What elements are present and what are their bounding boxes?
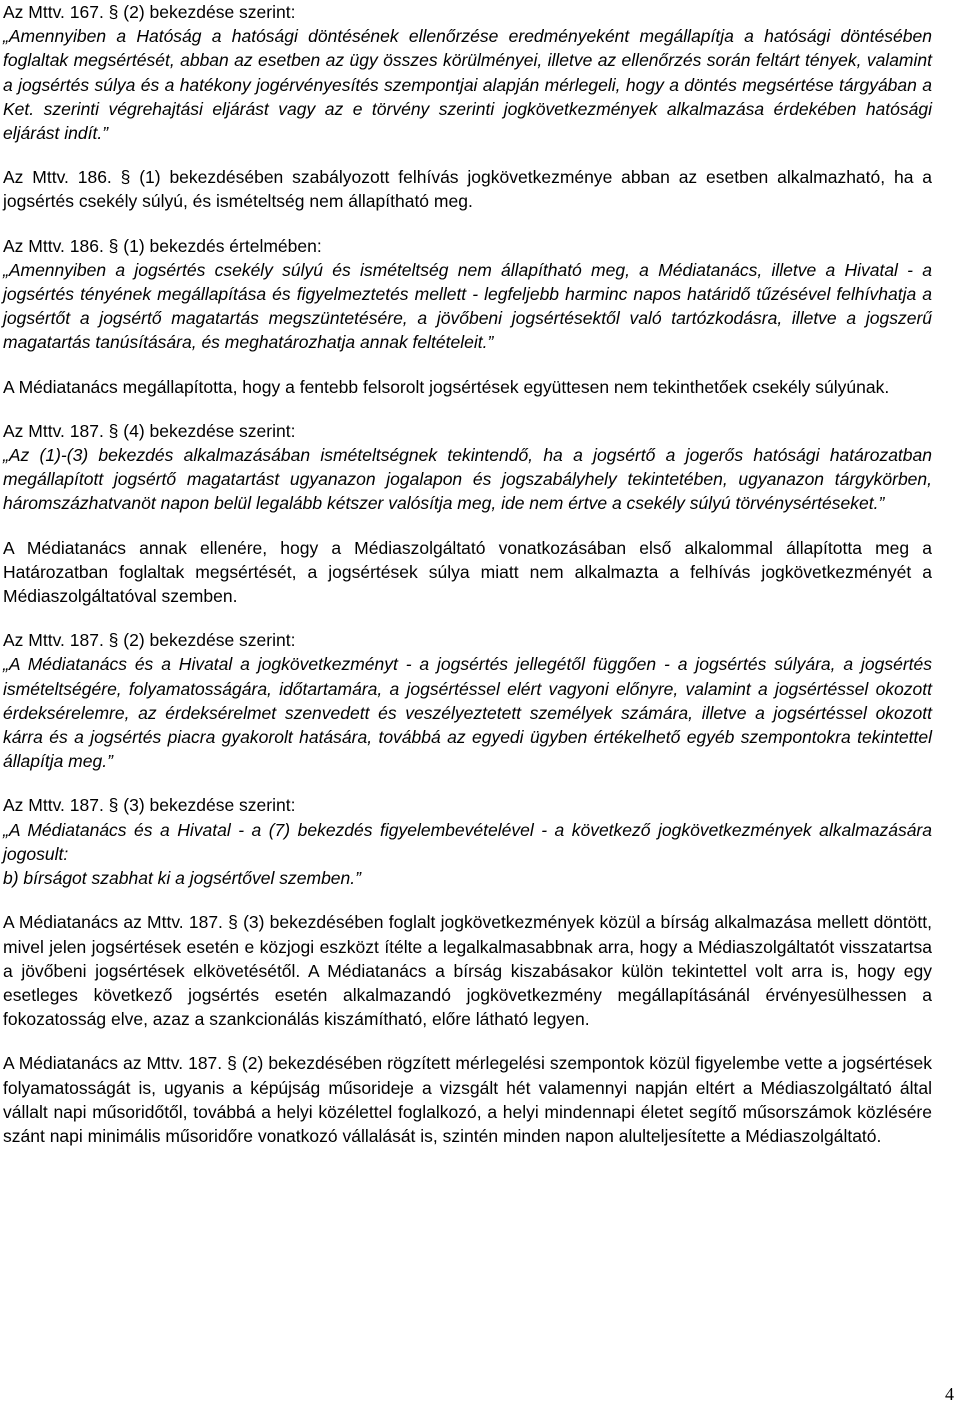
document-page bbox=[3, 0, 932, 1148]
section-intro: Az Mttv. 187. § (3) bekezdése szerint: bbox=[3, 795, 296, 816]
quoted-law-text: „Amennyiben a Hatóság a hatósági döntésének ellenőrzése eredményeként megállapítja a hatósági döntésében foglaltak megsértését, abban az esetben az ügy összes körülményei, illetve az ellenőrzés során feltárt tények, valamint a jogsértés súlya és a hatékony jogérvényesítés szempontjai alapján mérlegeli, hogy a döntés megsértése tárgyában a Ket. szerinti végrehajtási eljárást vagy az e törvény szerinti jogkövetkezmények alkalmazása érdekében hatósági eljárást indít.” bbox=[3, 26, 932, 144]
quoted-law-text bbox=[3, 818, 932, 891]
paragraph-first-occasion: A Médiatanács annak ellenére, hogy a Médiaszolgáltató vonatkozásában első alkalommal állapította meg a Határozatban foglaltak megsértését, a jogsértések súlya miatt nem alkalmazta a felhívás jogkövetkezményét a Médiaszolgáltatóval szemben. bbox=[3, 537, 932, 607]
section-mttv-187-2 bbox=[3, 628, 932, 773]
section-intro: Az Mttv. 186. § (1) bekezdés értelmében: bbox=[3, 235, 322, 256]
paragraph-fine-decision: A Médiatanács az Mttv. 187. § (3) bekezdésében foglalt jogkövetkezmények közül a bírság alkalmazása mellett döntött, mivel jelen jogsértések esetén e közjogi eszközt ítélte a legalkalmasabbnak arra, hogy a Médiaszolgáltatót visszatartsa a jövőbeni jogsértések elkövetésétől. A Médiatanács a bírság kiszabásakor külön tekintettel volt arra is, hogy egy esetleges következő jogsértés esetén alkalmazandó jogkövetkezmény megállapításánál érvényesülhessen a fokozatosság elve, azaz a szankcionálás kiszámítható, előre látható legyen. bbox=[3, 912, 932, 1030]
section-intro: Az Mttv. 187. § (4) bekezdése szerint: bbox=[3, 420, 296, 441]
section-mttv-186-1 bbox=[3, 234, 932, 355]
paragraph-not-minor-violation: A Médiatanács megállapította, hogy a fentebb felsorolt jogsértések együttesen nem tekinthetőek csekély súlyúnak. bbox=[3, 376, 890, 397]
quoted-law-line: „A Médiatanács és a Hivatal - a (7) bekezdés figyelembevételével - a következő jogkövetkezmények alkalmazására jogosult: bbox=[3, 819, 932, 864]
quoted-law-text: „Az (1)-(3) bekezdés alkalmazásában ismételtségnek tekintendő, ha a jogsértő a jogerős hatósági határozatban megállapított jogsértő magatartást ugyanazon jogalapon és jogszabályhely tekintetében, ugyanazon tárgykörben, háromszázhatvanöt napon belül legalább kétszer valósítja meg, ide nem értve a csekély súlyú törvénysértéseket.” bbox=[3, 445, 932, 514]
quoted-law-text: „Amennyiben a jogsértés csekély súlyú és ismételtség nem állapítható meg, a Médiatanács, illetve a Hivatal - a jogsértés tényének megállapítása és figyelmeztetés mellett - legfeljebb harminc napos határidő tűzésével felhívhatja a jogsértőt a jogsértő magatartás megszüntetésére, a jövőbeni jogsértésektől való tartózkodásra, illetve a jogszerű magatartás tanúsítására, és meghatározhatja annak feltételeit.” bbox=[3, 259, 932, 353]
section-mttv-187-3 bbox=[3, 793, 932, 890]
page-number: 4 bbox=[945, 1384, 954, 1404]
paragraph-mttv-186-1-applicability: Az Mttv. 186. § (1) bekezdésében szabályozott felhívás jogkövetkezménye abban az esetben alkalmazható, ha a jogsértés csekély súlyú, és ismételtség nem állapítható meg. bbox=[3, 167, 932, 212]
quoted-law-text: „A Médiatanács és a Hivatal a jogkövetkezményt - a jogsértés jellegétől függően - a jogsértés súlyára, a jogsértés ismételtségére, folyamatosságára, időtartamára, a jogsértéssel elért vagyoni előnyre, valamint a jogsértéssel okozott érdeksérelemre, az érdeksérelmet szenvedett és veszélyeztetett személyek számára, illetve a jogsértéssel okozott kárra és a jogsértés piacra gyakorolt hatására, továbbá az egyedi ügyben értékelhető egyéb szempontokra tekintettel állapítja meg.” bbox=[3, 654, 932, 772]
quoted-law-line: b) bírságot szabhat ki a jogsértővel szemben.” bbox=[3, 868, 361, 889]
section-intro: Az Mttv. 167. § (2) bekezdése szerint: bbox=[3, 2, 296, 22]
paragraph-continuity-consideration: A Médiatanács az Mttv. 187. § (2) bekezdésében rögzített mérlegelési szempontok közül figyelembe vette a jogsértések folyamatosságát is, ugyanis a képújság műsorideje a vizsgált hét valamennyi napján eltért a Médiaszolgáltató által vállalt napi műsoridőtől, továbbá a helyi közélettel foglalkozó, a helyi mindennapi életet segítő műsorszámok közlésére szánt napi minimális műsoridőre vonatkozó vállalását is, szintén minden napon alulteljesítette a Médiaszolgáltató. bbox=[3, 1053, 932, 1146]
section-intro: Az Mttv. 187. § (2) bekezdése szerint: bbox=[3, 630, 296, 651]
section-mttv-187-4 bbox=[3, 419, 932, 516]
section-mttv-167-2 bbox=[3, 0, 932, 145]
